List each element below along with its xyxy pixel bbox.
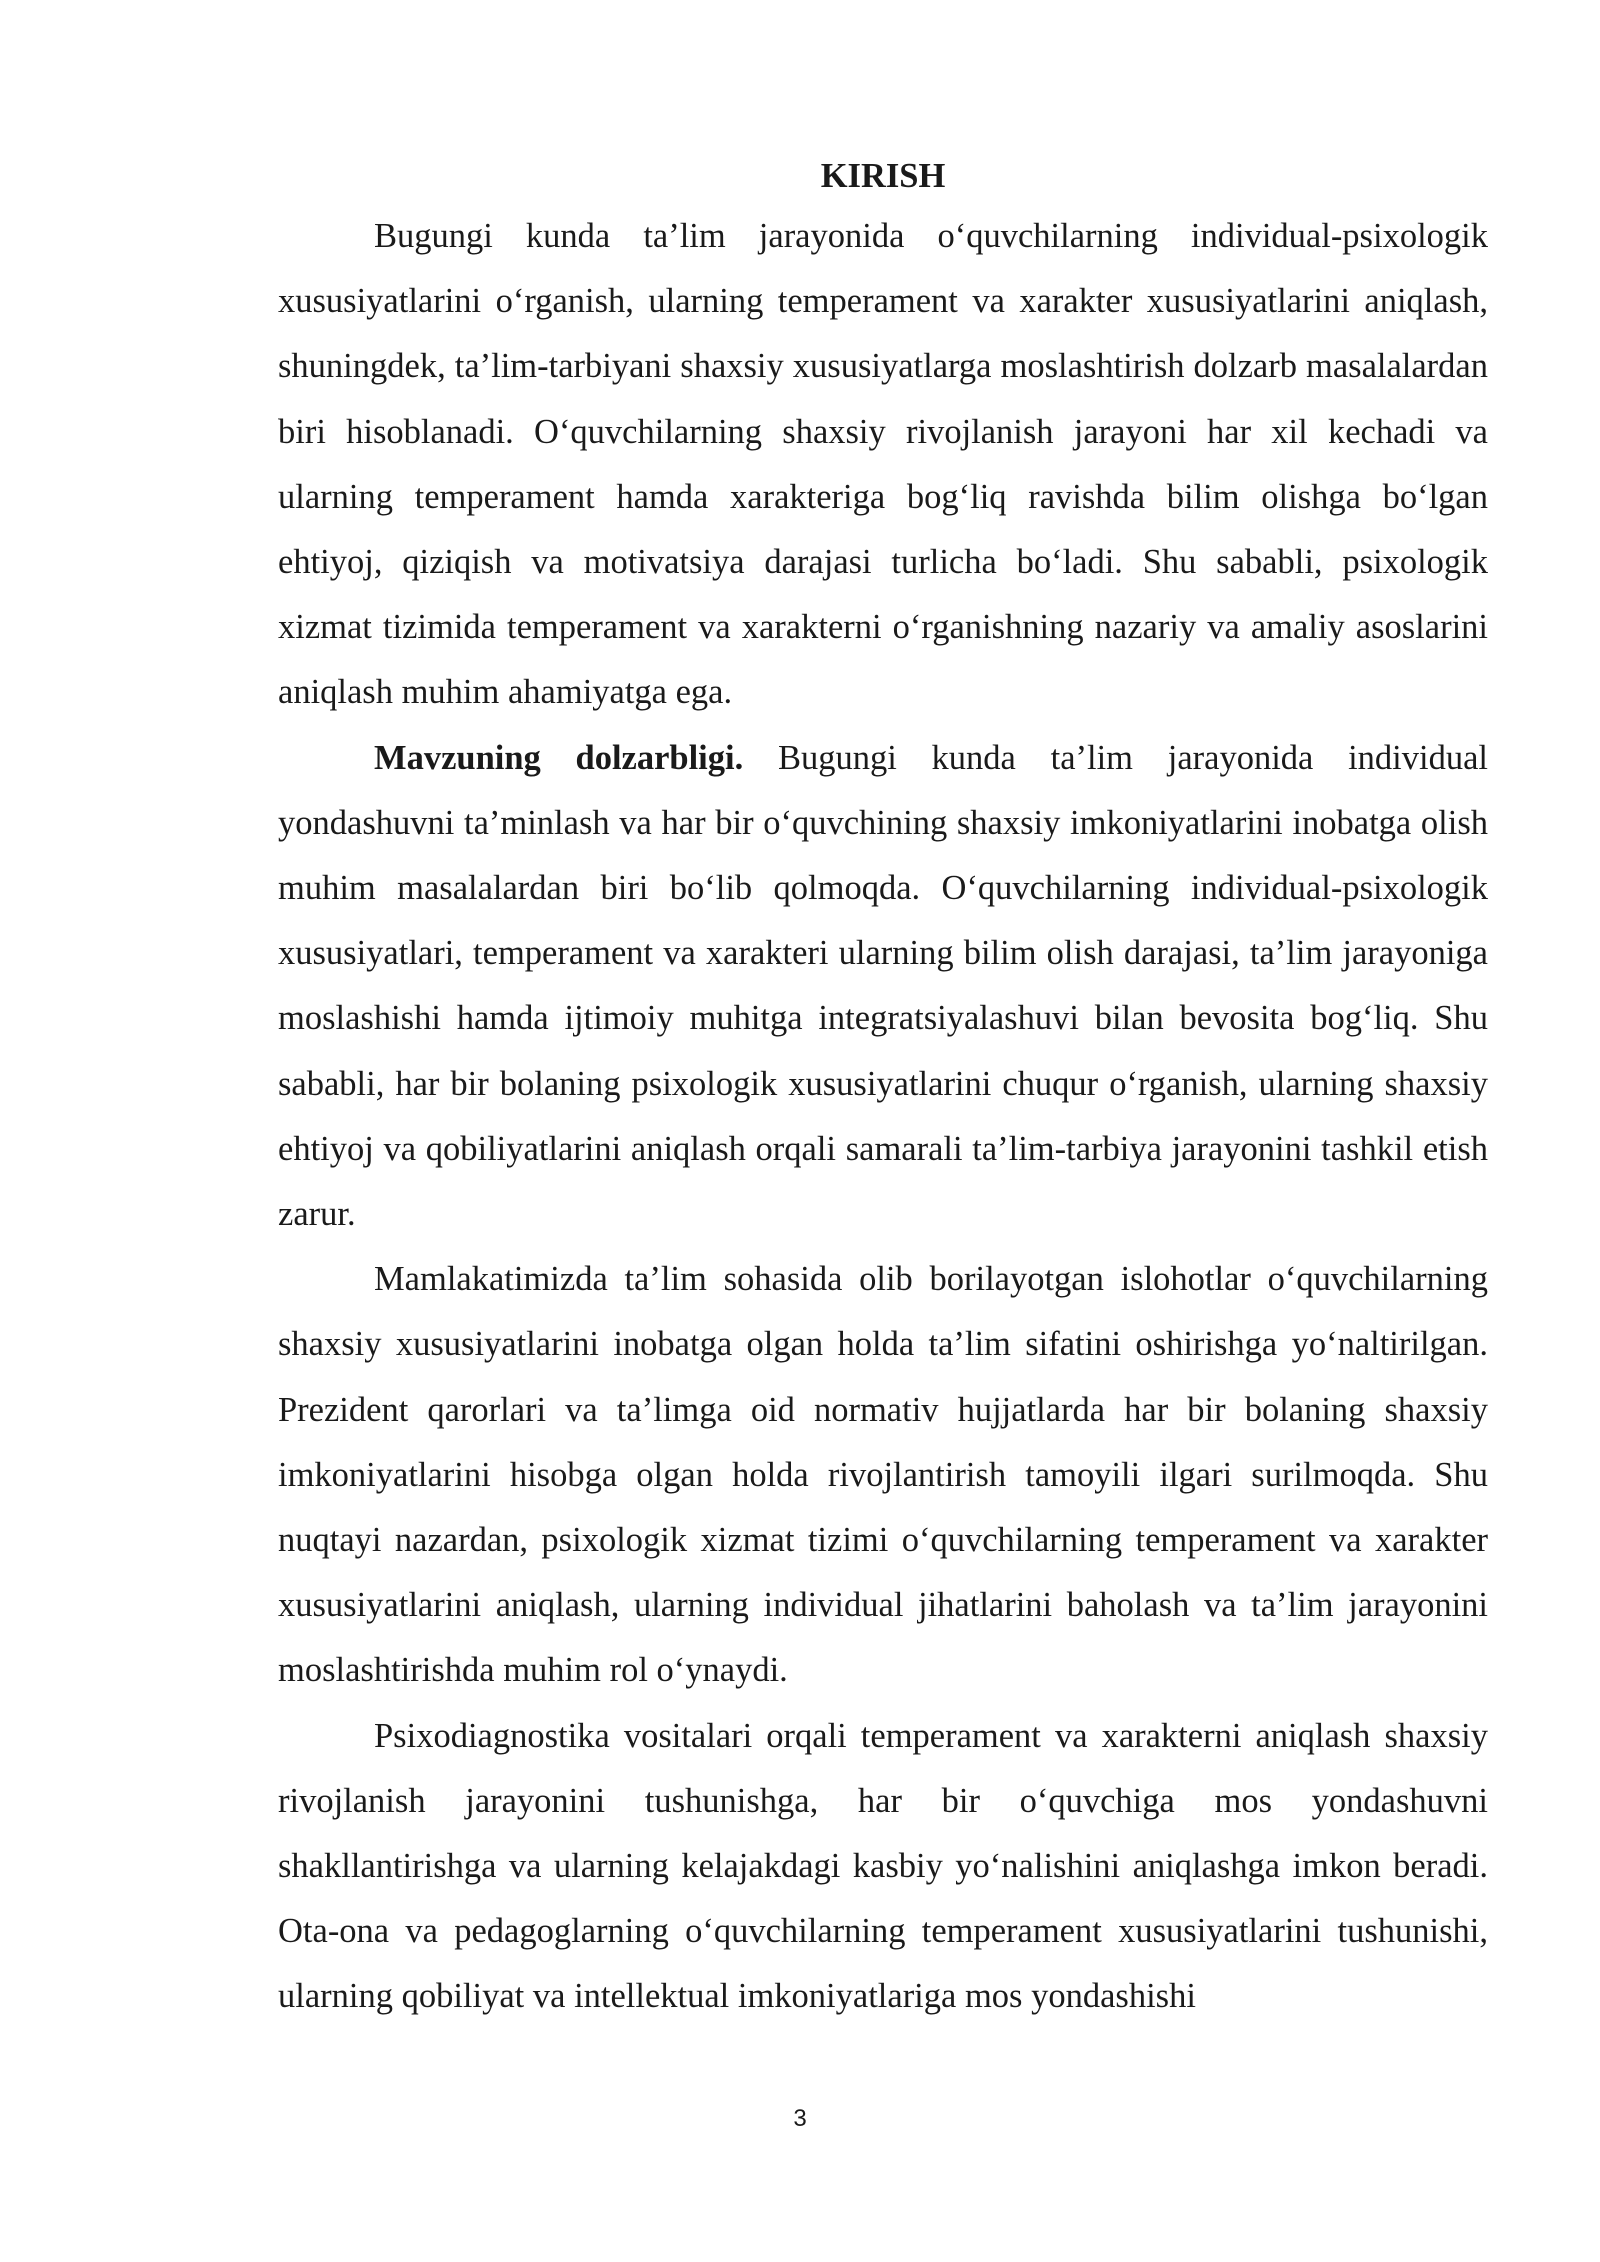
paragraph-text: Bugungi kunda ta’lim jarayonida o‘quvchilarning individual-psixologik xususiyatlarini o‘rganish, ularning temperament va xarakter xususiyatlarini aniqlash, shuningdek, ta’lim-tarbiyani shaxsiy xususiyatlarga moslashtirish dolzarb masalalardan biri hisoblanadi. O‘quvchilarning shaxsiy rivojlanish jarayoni har xil kechadi va ularning temperament hamda xarakteriga bog‘liq ravishda bilim olishga bo‘lgan ehtiyoj, qiziqish va motivatsiya darajasi turlicha bo‘ladi. Shu sababli, psixologik xizmat tizimida temperament va xarakterni o‘rganishning nazariy va amaliy asoslarini aniqlash muhim ahamiyatga ega. [278,217,1488,712]
page-number: 3 [793,2105,807,2132]
paragraph-psychodiagnostics [278,1704,1488,2030]
paragraph-text: Psixodiagnostika vositalari orqali temperament va xarakterni aniqlash shaxsiy rivojlanish jarayonini tushunishga, har bir o‘quvchiga mos yondashuvni shakllantirishga va ularning kelajakdagi kasbiy yo‘nalishini aniqlashga imkon beradi. Ota-ona va pedagoglarning o‘quvchilarning temperament xususiyatlarini tushunishi, ularning qobiliyat va intellektual imkoniyatlariga mos yondashishi [278,1716,1488,2016]
paragraph-lead-bold: Mavzuning dolzarbligi. [374,738,744,777]
paragraph-text: Bugungi kunda ta’lim jarayonida individual yondashuvni ta’minlash va har bir o‘quvchining shaxsiy imkoniyatlarini inobatga olish muhim masalalardan biri bo‘lib qolmoqda. O‘quvchilarning individual-psixologik xususiyatlari, temperament va xarakteri ularning bilim olish darajasi, ta’lim jarayoniga moslashishi hamda ijtimoiy muhitga integratsiyalashuvi bilan bevosita bog‘liq. Shu sababli, har bir bolaning psixologik xususiyatlarini chuqur o‘rganish, ularning shaxsiy ehtiyoj va qobiliyatlarini aniqlash orqali samarali ta’lim-tarbiya jarayonini tashkil etish zarur. [278,738,1488,1234]
page-content [278,148,1488,2030]
paragraph-relevance [278,726,1488,1248]
paragraph-intro [278,204,1488,726]
paragraph-text: Mamlakatimizda ta’lim sohasida olib borilayotgan islohotlar o‘quvchilarning shaxsiy xususiyatlarini inobatga olgan holda ta’lim sifatini oshirishga yo‘naltirilgan. Prezident qarorlari va ta’limga oid normativ hujjatlarda har bir bolaning shaxsiy imkoniyatlarini hisobga olgan holda rivojlantirish tamoyili ilgari surilmoqda. Shu nuqtayi nazardan, psixologik xizmat tizimi o‘quvchilarning temperament va xarakter xususiyatlarini aniqlash, ularning individual jihatlarini baholash va ta’lim jarayonini moslashtirishda muhim rol o‘ynaydi. [278,1260,1488,1690]
paragraph-reforms [278,1247,1488,1703]
section-heading: KIRISH [820,157,946,195]
